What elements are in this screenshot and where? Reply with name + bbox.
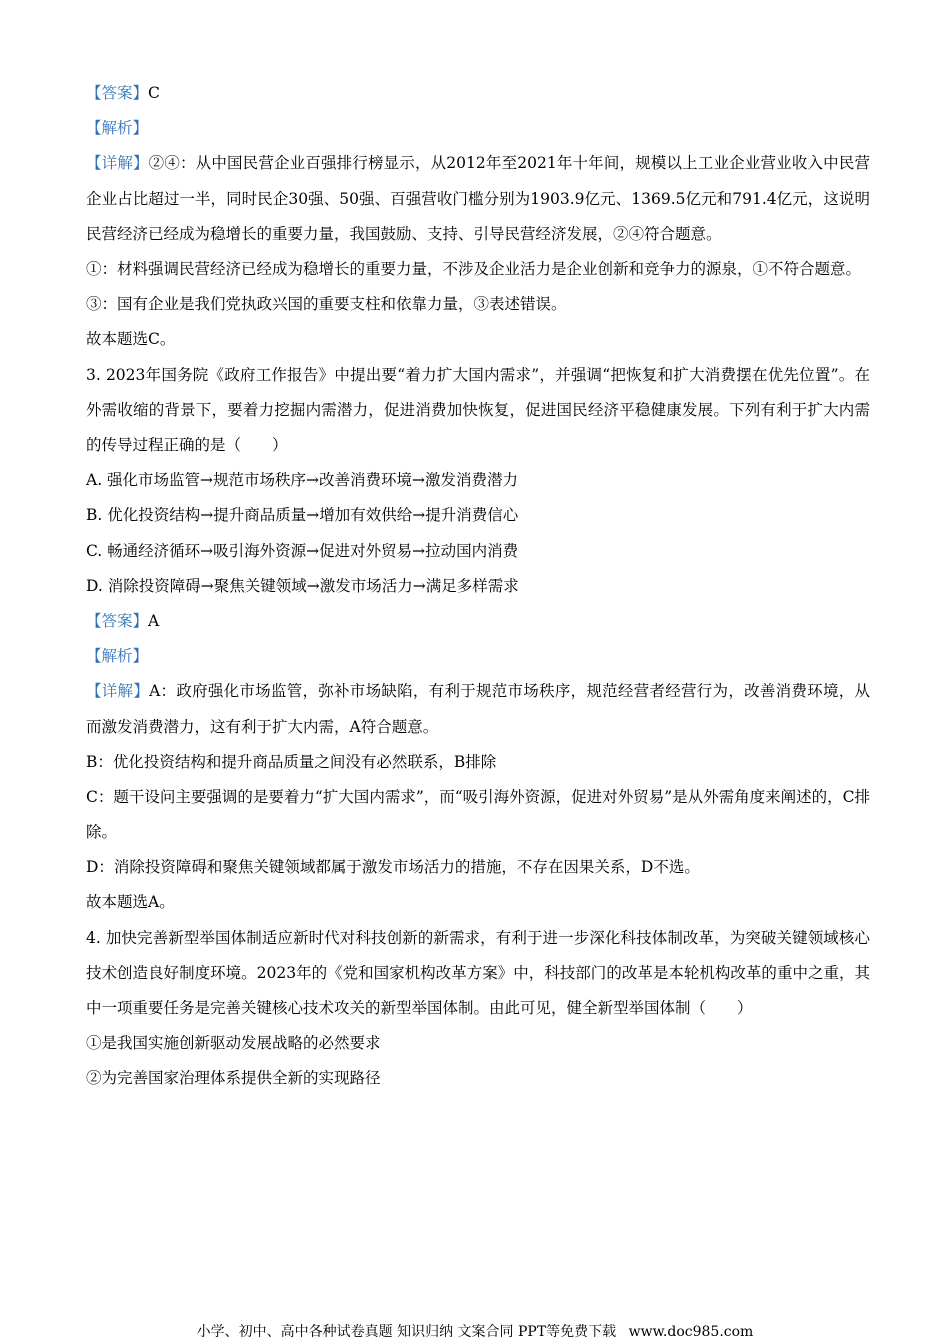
q3-detail-c: C：题干设问主要强调的是要着力“扩大国内需求”，而“吸引海外资源，促进对外贸易”是从外需角度来阐述的，C排除。 [86,787,870,842]
q2-answer-line [86,76,870,111]
q3-detail-a-text: A：政府强化市场监管，弥补市场缺陷，有利于规范市场秩序，规范经营者经营行为，改善消费环境，从而激发消费潜力，这有利于扩大内需，A符合题意。 [86,682,870,736]
q2-detail-paragraph-3: ③：国有企业是我们党执政兴国的重要支柱和依靠力量，③表述错误。 [86,295,567,314]
q3-option-b: B. 优化投资结构→提升商品质量→增加有效供给→提升消费信心 [86,506,519,525]
q4-stem: 4. 加快完善新型举国体制适应新时代对科技创新的新需求，有利于进一步深化科技体制改革，为突破关键领域核心技术创造良好制度环境。2023年的《党和国家机构改革方案》中，科技部门的改革是本轮机构改革的重中之重，其中一项重要任务是完善关键核心技术攻关的新型举国体制。由此可见，健全新型举国体制（ ） [86,928,870,1018]
q3-analysis-line [86,639,870,674]
q2-detail-paragraph-1 [86,146,870,252]
q3-answer-value: A [148,611,160,630]
q4-item-2: ②为完善国家治理体系提供全新的实现路径 [86,1069,381,1088]
q3-option-d: D. 消除投资障碍→聚焦关键领域→激发市场活力→满足多样需求 [86,576,519,595]
q3-detail-b: B：优化投资结构和提升商品质量之间没有必然联系，B排除 [86,752,497,771]
q3-detail-d: D：消除投资障碍和聚焦关键领域都属于激发市场活力的措施，不存在因果关系，D不选。 [86,858,700,877]
q3-detail-a [86,674,870,744]
analysis-tag: 【解析】 [86,647,149,666]
detail-tag: 【详解】 [86,154,149,173]
answer-tag: 【答案】 [86,611,149,630]
q2-analysis-line [86,111,870,146]
footer-text: 小学、初中、高中各种试卷真题 知识归纳 文案合同 PPT等免费下载 [196,1324,617,1340]
q3-option-a: A. 强化市场监管→规范市场秩序→改善消费环境→激发消费潜力 [86,471,519,490]
page-footer [0,1322,950,1342]
detail-tag: 【详解】 [86,682,150,701]
q2-detail-text-1: ②④：从中国民营企业百强排行榜显示，从2012年至2021年十年间，规模以上工业企业营业收入中民营企业占比超过一半，同时民企30强、50强、百强营收门槛分别为1903.9亿元、1369.5亿元和791.4亿元，这说明民营经济已经成为稳增长的重要力量，我国鼓励、支持、引导民营经济发展，②④符合题意。 [86,154,870,243]
q3-option-c: C. 畅通经济循环→吸引海外资源→促进对外贸易→拉动国内消费 [86,541,519,560]
q3-answer-line [86,604,870,639]
q2-answer-value: C [148,84,160,102]
document-body [86,76,870,1097]
q2-detail-paragraph-2: ①：材料强调民营经济已经成为稳增长的重要力量，不涉及企业活力是企业创新和竞争力的源泉，①不符合题意。 [86,259,862,278]
q2-conclusion: 故本题选C。 [86,330,176,349]
answer-tag: 【答案】 [86,84,149,102]
analysis-tag: 【解析】 [86,119,149,138]
footer-site-link[interactable]: www.doc985.com [628,1324,754,1340]
q3-stem: 3. 2023年国务院《政府工作报告》中提出要“着力扩大国内需求”，并强调“把恢复和扩大消费摆在优先位置”。在外需收缩的背景下，要着力挖掘内需潜力，促进消费加快恢复，促进国民经济平稳健康发展。下列有利于扩大内需的传导过程正确的是（ ） [86,365,870,454]
q4-item-1: ①是我国实施创新驱动发展战略的必然要求 [86,1034,381,1053]
q3-conclusion: 故本题选A。 [86,893,175,912]
